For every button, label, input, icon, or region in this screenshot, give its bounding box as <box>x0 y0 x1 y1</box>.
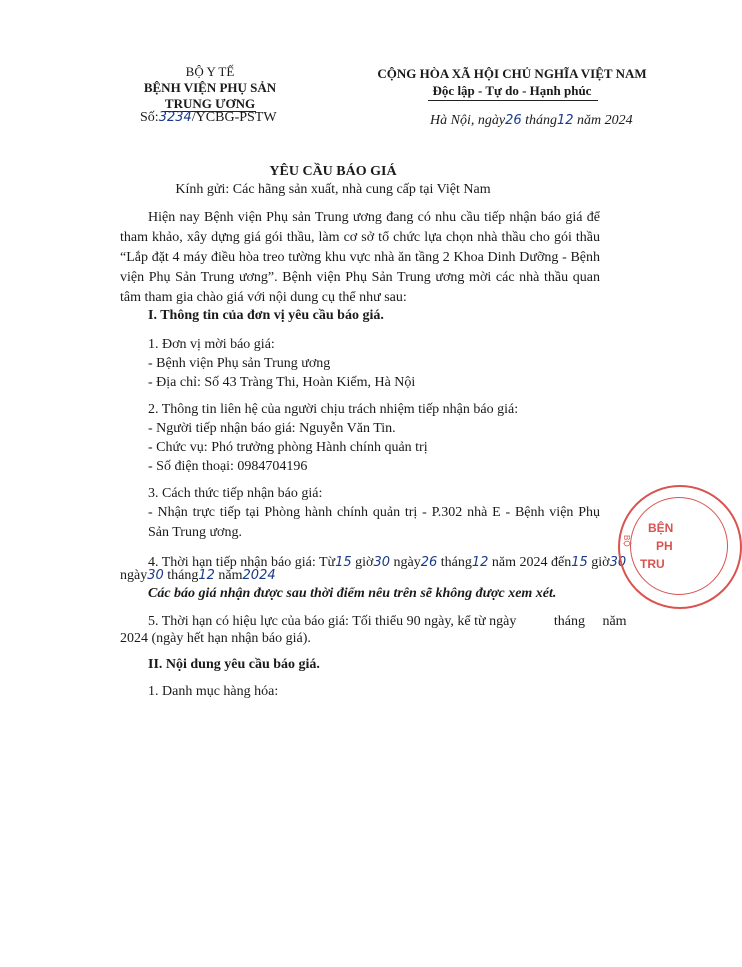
stamp-ring-text: BỘ <box>622 535 631 547</box>
hospital-name-line1: BỆNH VIỆN PHỤ SẢN <box>143 80 277 95</box>
official-seal-stamp <box>618 485 742 609</box>
item-5-validity: 5. Thời hạn có hiệu lực của báo giá: Tối thiểu 90 ngày, kể từ ngày <box>148 614 517 629</box>
item-4-thang-2: tháng <box>167 568 199 583</box>
item-1-line-2: - Địa chỉ: Số 43 Tràng Thi, Hoàn Kiếm, Hà Nội <box>148 375 416 390</box>
item-4-ngay: ngày <box>393 555 421 570</box>
item-1-title: 1. Đơn vị mời báo giá: <box>148 337 275 352</box>
item-4-hour-to: 15 <box>571 555 588 570</box>
item-4-nam-2: năm <box>218 568 243 583</box>
republic-name: CỘNG HÒA XÃ HỘI CHỦ NGHĨA VIỆT NAM <box>377 66 647 81</box>
item-4-prefix: 4. Thời hạn tiếp nhận báo giá: Từ <box>148 555 336 570</box>
national-motto: Độc lập - Tự do - Hạnh phúc <box>432 83 592 98</box>
stamp-text-line-1: BỆN <box>648 521 674 535</box>
intro-paragraph: Hiện nay Bệnh viện Phụ sản Trung ương đang có nhu cầu tiếp nhận báo giá để tham khảo, xây dựng giá gói thầu, làm cơ sở tổ chức lựa chọn nhà thầu cho gói thầu “Lắp đặt 4 máy điều hòa treo tường khu vực nhà ăn tầng 2 Khoa Dinh Dưỡng - Bệnh viện Phụ Sản Trung ương”. Bệnh viện Phụ Sản Trung ương mời các nhà thầu quan tâm tham gia chào giá với nội dung cụ thể như sau: <box>120 210 600 305</box>
item-4-year-text: năm 2024 đến <box>491 555 572 570</box>
item-3-line-1: - Nhận trực tiếp tại Phòng hành chính quản trị - P.302 nhà E - Bệnh viện Phụ Sản Trung ương. <box>148 505 600 540</box>
item-2-line-1: - Người tiếp nhận báo giá: Nguyễn Văn Tin. <box>148 421 396 436</box>
item-4-year-to: 2024 <box>242 568 276 583</box>
stamp-text-line-2: PH <box>656 539 673 553</box>
recipient-line: Kính gửi: Các hãng sản xuất, nhà cung cấp tại Việt Nam <box>175 182 491 197</box>
section-2-heading: II. Nội dung yêu cầu báo giá. <box>148 657 320 672</box>
date-month: 12 <box>557 113 574 128</box>
stamp-text-line-3: TRU <box>640 557 665 571</box>
doc-number-prefix: Số: <box>140 110 159 125</box>
document-title: YÊU CẦU BÁO GIÁ <box>269 164 397 179</box>
date-day: 26 <box>505 113 522 128</box>
hospital-name-line2: TRUNG ƯƠNG <box>164 96 256 111</box>
item-4-line-2 <box>120 566 276 586</box>
item-1-line-1: - Bệnh viện Phụ sản Trung ương <box>148 356 331 371</box>
section-1-heading: I. Thông tin của đơn vị yêu cầu báo giá. <box>148 308 384 323</box>
doc-number-handwritten: 3234 <box>158 110 192 125</box>
stamp-inner-ring <box>630 497 728 595</box>
ministry-name: BỘ Y TẾ <box>185 64 235 79</box>
item-4-ngay-2: ngày <box>120 568 148 583</box>
date-prefix: Hà Nội, ngày <box>430 113 506 128</box>
item-5-line-2: 2024 (ngày hết hạn nhận báo giá). <box>120 631 311 646</box>
item-4-month-to: 12 <box>198 568 215 583</box>
item-2-line-3: - Số điện thoại: 0984704196 <box>148 459 308 474</box>
doc-number-suffix: /YCBG-PSTW <box>191 110 277 125</box>
item-3-title: 3. Cách thức tiếp nhận báo giá: <box>148 486 323 501</box>
document-date <box>430 113 633 129</box>
section-2-item-1: 1. Danh mục hàng hóa: <box>148 684 279 699</box>
date-month-label: tháng <box>525 113 557 128</box>
item-4-gio-2: giờ <box>591 555 610 570</box>
item-4-month-from: 12 <box>471 555 489 570</box>
document-number <box>140 110 277 126</box>
item-4-thang: tháng <box>440 555 472 570</box>
item-2-title: 2. Thông tin liên hệ của người chịu trách nhiệm tiếp nhận báo giá: <box>148 402 519 417</box>
item-4-minute-from: 30 <box>373 555 390 570</box>
item-5-thang: tháng <box>553 614 585 629</box>
item-4-day-from: 26 <box>420 555 438 570</box>
item-2-line-2: - Chức vụ: Phó trưởng phòng Hành chính quản trị <box>148 440 428 455</box>
item-4-hour-from: 15 <box>335 555 352 570</box>
item-4-gio: giờ <box>355 555 374 570</box>
item-4-minute-to: 30 <box>609 555 627 570</box>
item-4-day-to: 30 <box>147 568 164 583</box>
late-submission-notice: Các báo giá nhận được sau thời điểm nêu trên sẽ không được xem xét. <box>148 586 557 601</box>
motto-underline <box>428 100 598 101</box>
item-5-nam: năm <box>602 614 627 629</box>
date-year: năm 2024 <box>577 113 633 128</box>
